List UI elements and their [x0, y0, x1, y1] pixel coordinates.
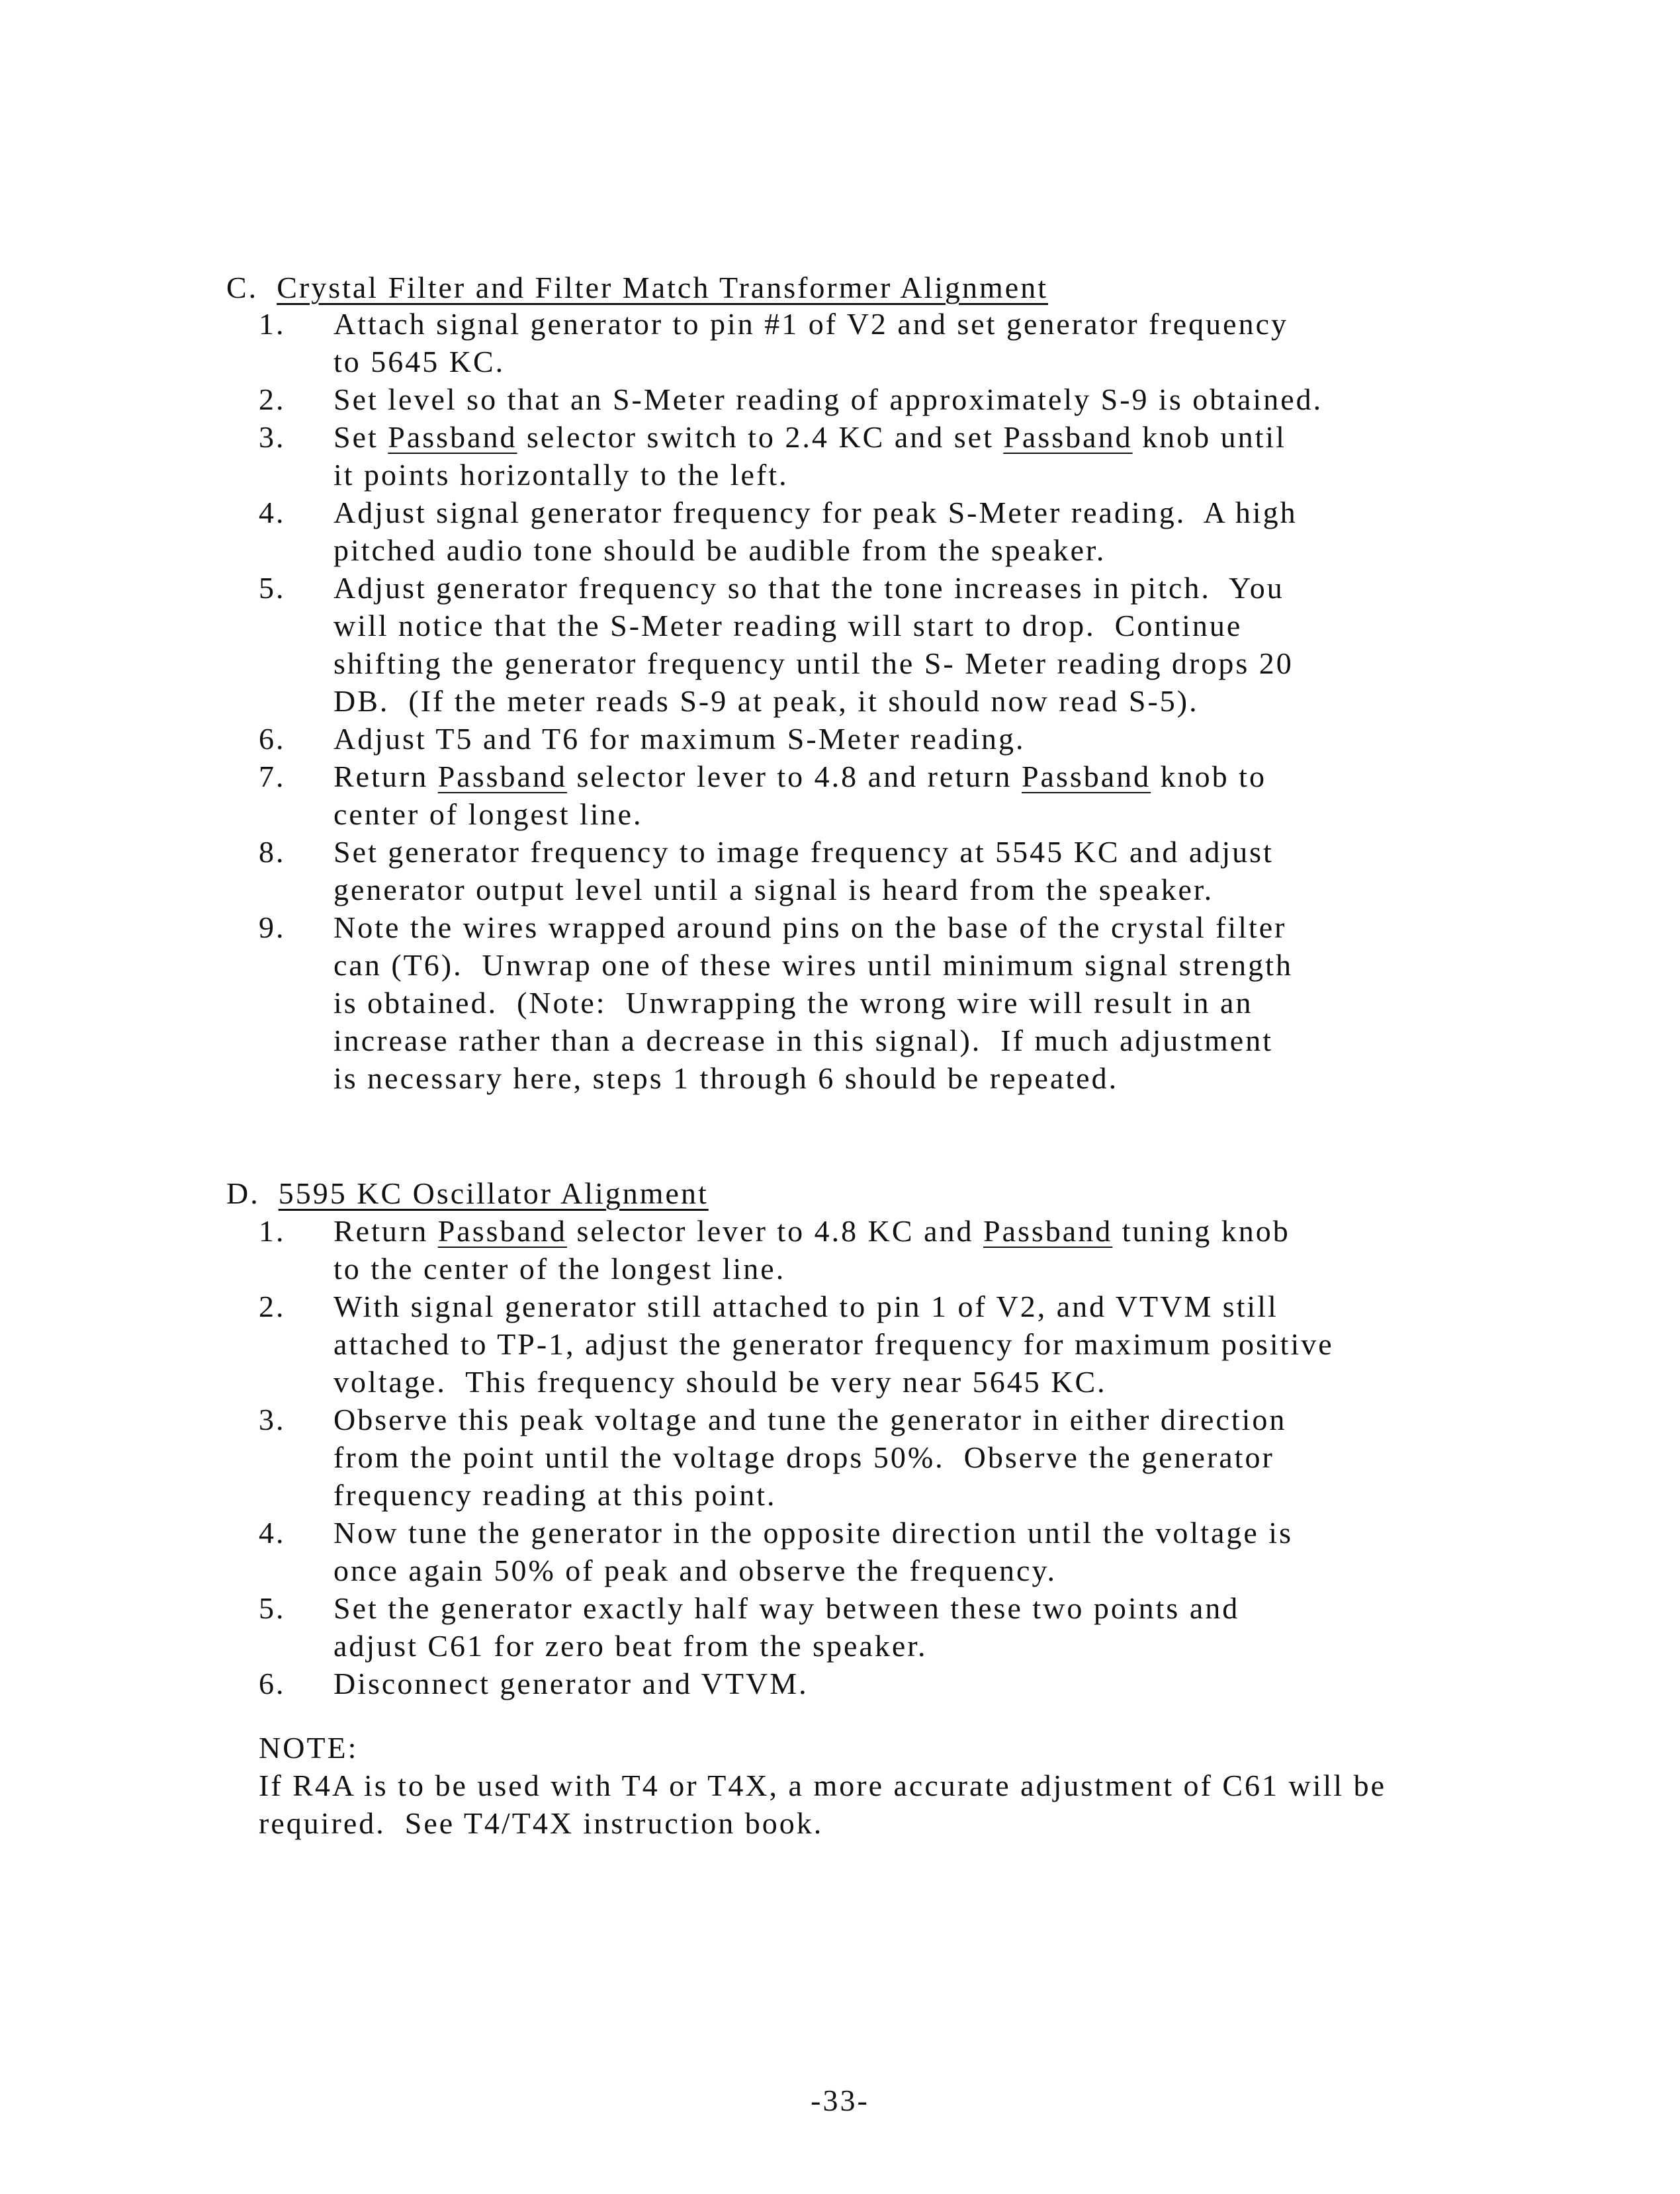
step-item: [259, 569, 1323, 720]
text-run: adjust C61 for zero beat from the speaker.: [333, 1629, 928, 1663]
step-text-line: [333, 531, 1323, 569]
step-item: [259, 418, 1323, 494]
underlined-term: Passband: [388, 420, 517, 454]
step-item: [259, 1665, 1334, 1702]
text-run: Return: [333, 760, 438, 793]
section-d-heading: [207, 1137, 709, 1210]
text-run: Now tune the generator in the opposite direction until the voltage is: [333, 1516, 1293, 1550]
text-run: is necessary here, steps 1 through 6 should be repeated.: [333, 1061, 1119, 1095]
step-item: [259, 380, 1323, 418]
step-number: 2.: [259, 382, 286, 416]
step-number: 1.: [259, 307, 286, 341]
text-run: can (T6). Unwrap one of these wires until minimum signal strength: [333, 948, 1293, 982]
step-text-line: [333, 1665, 1334, 1702]
section-d-letter: D.: [226, 1176, 260, 1210]
step-number: 4.: [259, 496, 286, 529]
underlined-term: Passband: [983, 1214, 1113, 1248]
step-number: 4.: [259, 1516, 286, 1550]
text-run: With signal generator still attached to pin 1 of V2, and VTVM still: [333, 1290, 1278, 1323]
step-item: [259, 720, 1323, 758]
step-text-line: [333, 1325, 1334, 1363]
section-c-title: Crystal Filter and Filter Match Transformer Alignment: [277, 271, 1048, 304]
section-c-steps: [259, 305, 1323, 1097]
text-run: pitched audio tone should be audible from the speaker.: [333, 533, 1106, 567]
step-text-line: [333, 1552, 1334, 1589]
step-text-line: [333, 1627, 1334, 1665]
step-text-line: [333, 795, 1323, 833]
step-text-line: [333, 984, 1323, 1022]
step-text-line: [333, 758, 1323, 795]
page-number: -33-: [811, 2084, 869, 2117]
text-run: to the center of the longest line.: [333, 1252, 786, 1286]
text-run: once again 50% of peak and observe the frequency.: [333, 1554, 1057, 1587]
text-run: Note the wires wrapped around pins on the base of the crystal filter: [333, 910, 1287, 944]
step-number: 5.: [259, 571, 286, 605]
step-number: 3.: [259, 420, 286, 454]
text-run: voltage. This frequency should be very near 5645 KC.: [333, 1365, 1107, 1399]
step-text-line: [333, 343, 1323, 380]
step-text-line: [333, 1250, 1334, 1288]
step-text-line: [333, 494, 1323, 531]
note-line: If R4A is to be used with T4 or T4X, a more accurate adjustment of C61 will be: [259, 1769, 1387, 1802]
text-run: Set: [333, 420, 388, 454]
step-item: [259, 833, 1323, 908]
text-run: knob to: [1151, 760, 1266, 793]
section-d-title: 5595 KC Oscillator Alignment: [278, 1176, 709, 1210]
step-text-line: [333, 833, 1323, 871]
step-item: [259, 1589, 1334, 1665]
text-run: DB. (If the meter reads S-9 at peak, it should now read S-5).: [333, 684, 1199, 718]
step-item: [259, 494, 1323, 569]
step-text-line: [333, 607, 1323, 644]
text-run: knob until: [1132, 420, 1286, 454]
text-run: Set generator frequency to image frequency at 5545 KC and adjust: [333, 835, 1274, 869]
step-text-line: [333, 569, 1323, 607]
text-run: increase rather than a decrease in this signal). If much adjustment: [333, 1024, 1273, 1057]
step-number: 6.: [259, 1667, 286, 1700]
underlined-term: Passband: [437, 1214, 567, 1248]
note-block: [259, 1729, 1386, 1842]
step-item: [259, 1288, 1334, 1401]
text-run: to 5645 KC.: [333, 345, 506, 378]
text-run: Set level so that an S-Meter reading of approximately S-9 is obtained.: [333, 382, 1323, 416]
step-text-line: [333, 682, 1323, 720]
text-run: Adjust signal generator frequency for peak S-Meter reading. A high: [333, 496, 1298, 529]
text-run: selector switch to 2.4 KC and set: [517, 420, 1004, 454]
step-number: 6.: [259, 722, 286, 756]
step-number: 9.: [259, 910, 286, 944]
step-text-line: [333, 1514, 1334, 1552]
text-run: Adjust generator frequency so that the tone increases in pitch. You: [333, 571, 1284, 605]
text-run: it points horizontally to the left.: [333, 458, 789, 492]
step-text-line: [333, 418, 1323, 456]
step-text-line: [333, 1288, 1334, 1325]
text-run: center of longest line.: [333, 797, 643, 831]
text-run: frequency reading at this point.: [333, 1478, 777, 1512]
step-number: 2.: [259, 1290, 286, 1323]
note-label: NOTE:: [259, 1731, 359, 1765]
step-item: [259, 1212, 1334, 1288]
step-text-line: [333, 908, 1323, 946]
text-run: generator output level until a signal is heard from the speaker.: [333, 873, 1214, 906]
step-number: 5.: [259, 1591, 286, 1625]
section-d-steps: [259, 1212, 1334, 1702]
step-text-line: [333, 1476, 1334, 1514]
text-run: Attach signal generator to pin #1 of V2 and set generator frequency: [333, 307, 1288, 341]
text-run: selector lever to 4.8 and return: [566, 760, 1022, 793]
step-item: [259, 305, 1323, 380]
step-number: 8.: [259, 835, 286, 869]
text-run: is obtained. (Note: Unwrapping the wrong wire will result in an: [333, 986, 1253, 1020]
section-c-letter: C.: [226, 271, 259, 304]
text-run: will notice that the S-Meter reading will start to drop. Continue: [333, 609, 1243, 642]
step-text-line: [333, 946, 1323, 984]
step-text-line: [333, 1438, 1334, 1476]
step-item: [259, 758, 1323, 833]
note-line: required. See T4/T4X instruction book.: [259, 1806, 824, 1840]
step-text-line: [333, 871, 1323, 908]
step-text-line: [333, 1022, 1323, 1059]
step-number: 1.: [259, 1214, 286, 1248]
text-run: Return: [333, 1214, 438, 1248]
text-run: shifting the generator frequency until the S- Meter reading drops 20: [333, 646, 1294, 680]
text-run: Set the generator exactly half way between these two points and: [333, 1591, 1240, 1625]
step-text-line: [333, 644, 1323, 682]
step-text-line: [333, 1212, 1334, 1250]
step-text-line: [333, 1363, 1334, 1401]
step-item: [259, 1401, 1334, 1514]
text-run: attached to TP-1, adjust the generator frequency for maximum positive: [333, 1327, 1334, 1361]
section-c-heading: [207, 231, 1048, 304]
step-item: [259, 908, 1323, 1097]
step-text-line: [333, 305, 1323, 343]
text-run: selector lever to 4.8 KC and: [566, 1214, 983, 1248]
underlined-term: Passband: [1021, 760, 1151, 793]
step-text-line: [333, 720, 1323, 758]
step-number: 7.: [259, 760, 286, 793]
step-text-line: [333, 1401, 1334, 1438]
text-run: Observe this peak voltage and tune the generator in either direction: [333, 1403, 1287, 1436]
step-text-line: [333, 456, 1323, 494]
underlined-term: Passband: [1003, 420, 1133, 454]
text-run: tuning knob: [1112, 1214, 1290, 1248]
step-text-line: [333, 1589, 1334, 1627]
underlined-term: Passband: [437, 760, 567, 793]
text-run: Adjust T5 and T6 for maximum S-Meter reading.: [333, 722, 1026, 756]
text-run: Disconnect generator and VTVM.: [333, 1667, 809, 1700]
step-text-line: [333, 380, 1323, 418]
step-number: 3.: [259, 1403, 286, 1436]
step-text-line: [333, 1059, 1323, 1097]
step-item: [259, 1514, 1334, 1589]
text-run: from the point until the voltage drops 50%. Observe the generator: [333, 1440, 1274, 1474]
